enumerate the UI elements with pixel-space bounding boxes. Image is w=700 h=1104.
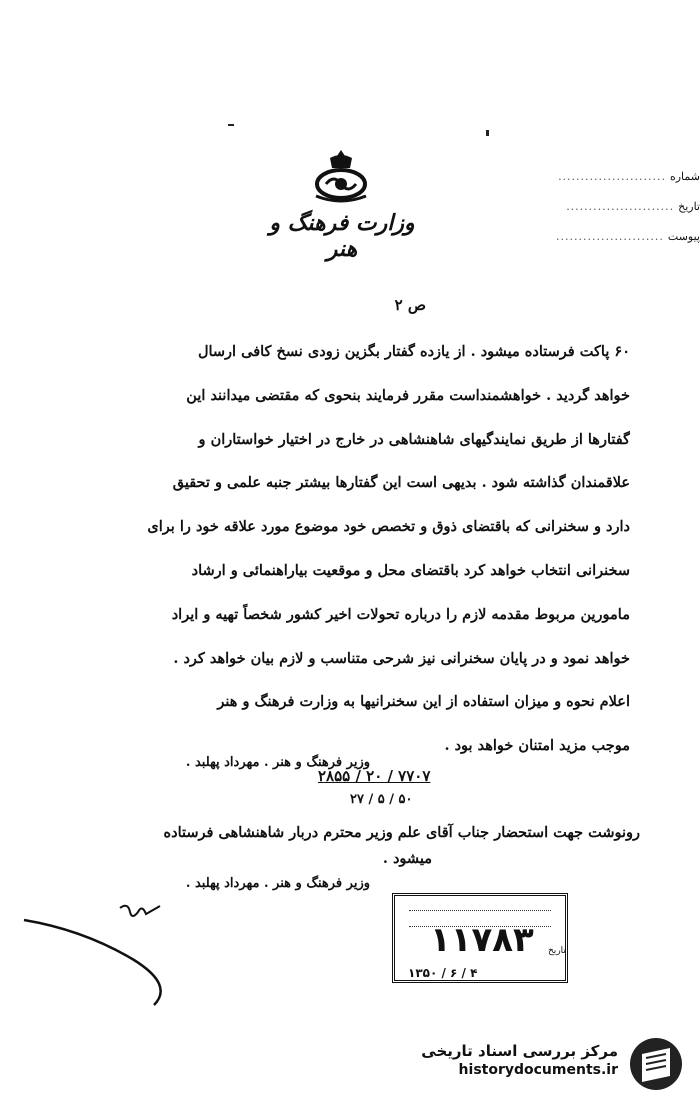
- watermark-url: historydocuments.ir: [458, 1062, 618, 1078]
- stamp-number: ۱۱۷۸۳: [430, 920, 534, 960]
- stamp-date: ۱۳۵۰ / ۶ / ۴: [408, 966, 478, 980]
- body-line: اعلام نحوه و میزان استفاده از این سخنرانیها به وزارت فرهنگ و هنر: [217, 693, 630, 711]
- ink-speck: [228, 124, 234, 126]
- body-line: علاقمندان گذاشته شود . بدیهی است این گفتارها بیشتر جنبه علمی و تحقیق: [172, 474, 630, 492]
- stamp-rule: [409, 910, 551, 911]
- letterhead-meta: [555, 162, 700, 252]
- signature-line-1: وزیر فرهنگ و هنر . مهرداد پهلبد .: [185, 755, 370, 770]
- body-line: مامورین مربوط مقدمه لازم را درباره تحولات اخیر کشور شخصاً تهیه و ایراد: [171, 605, 630, 623]
- attachment-dots: ........................: [555, 230, 664, 243]
- signature-line-2: وزیر فرهنگ و هنر . مهرداد پهلبد .: [185, 876, 370, 891]
- body-line: موجب مزید امتنان خواهد بود .: [444, 737, 630, 755]
- royal-crown-emblem-icon: [308, 148, 374, 204]
- body-line: سخنرانی انتخاب خواهد کرد باقتضای محل و موقعیت بیاراهنمائی و ارشاد: [191, 561, 630, 579]
- letter-body: [30, 330, 630, 768]
- forward-line: رونوشت جهت استحضار جناب آقای علم وزیر محترم دربار شاهنشاهی فرستاده: [163, 824, 640, 841]
- forward-line-end: میشود .: [382, 850, 432, 867]
- archive-logo-icon: [628, 1036, 684, 1092]
- archive-watermark: [420, 1032, 690, 1098]
- reference-date: ۲۷ / ۵ / ۵۰: [350, 792, 413, 807]
- stamp-label: تاریخ: [548, 946, 566, 956]
- ink-speck: [486, 130, 489, 136]
- reference-number: ۲۸۵۵ / ۲۰ / ۷۷۰۷: [318, 767, 431, 785]
- watermark-title: مرکز بررسی اسناد تاریخی: [421, 1042, 618, 1060]
- watermark-text: [421, 1042, 618, 1078]
- body-line: خواهد نمود و در پایان سخنرانی نیز شرحی متناسب و لازم بیان خواهد کرد .: [173, 649, 630, 667]
- body-line: دارد و سخنرانی که باقتضای ذوق و تخصص خود موضوع مورد علاقه خود را برای: [147, 518, 630, 536]
- body-line: ۶۰ پاکت فرستاده میشود . از یازده گفتار بگزین زودی نسخ کافی ارسال: [197, 343, 630, 360]
- date-label: تاریخ: [678, 200, 700, 213]
- body-line: گفتارها از طریق نمایندگیهای شاهنشاهی در خارج در اختیار خواستاران و: [198, 430, 630, 448]
- page-number: ص ۲: [394, 296, 426, 314]
- ministry-name: وزارت فرهنگ و هنر: [269, 210, 415, 262]
- attachment-label: پیوست: [667, 230, 700, 243]
- number-label: شماره: [669, 170, 700, 183]
- handwritten-signature-icon: [20, 890, 200, 1010]
- number-dots: ........................: [558, 170, 666, 183]
- date-dots: ........................: [566, 200, 675, 213]
- body-line: خواهد گردید . خواهشمنداست مقرر فرمایند بنحوی که مقتضی میدانند این: [186, 386, 630, 404]
